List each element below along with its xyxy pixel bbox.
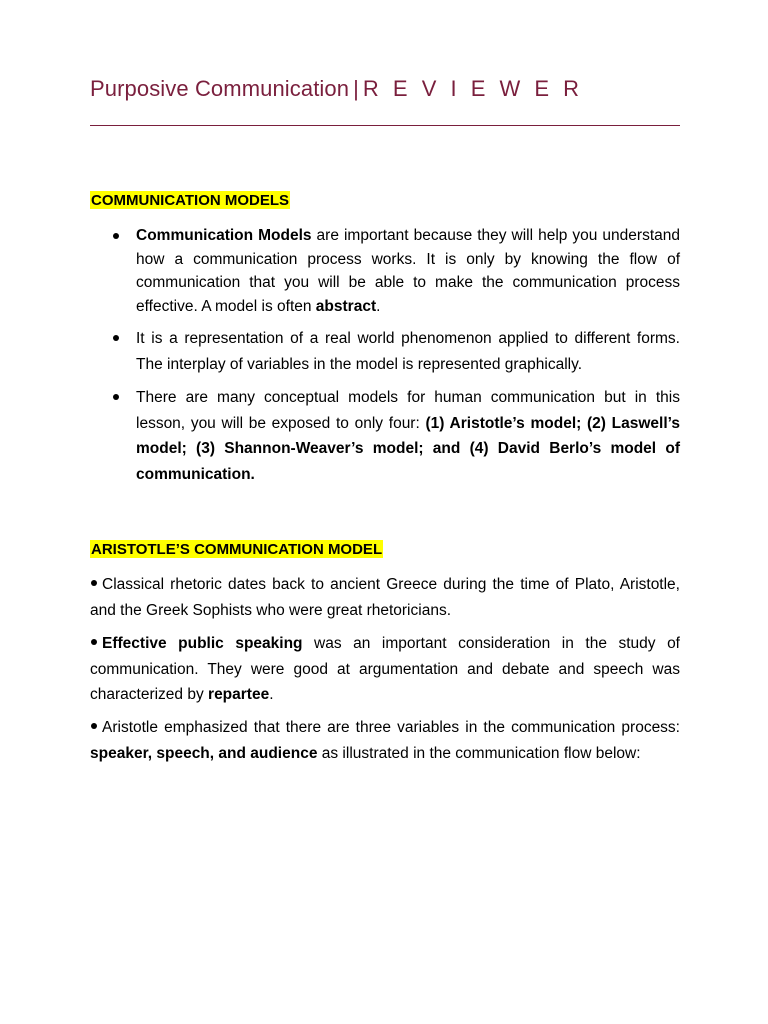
bullet-icon (91, 580, 97, 586)
bold-model-list: (1) Aristotle’s model; (2) Laswell’s model; (3) Shannon-Weaver’s model; and (4) David Berlo’s model of communication. (136, 414, 680, 483)
section-heading-communication-models (90, 192, 290, 210)
paragraph-classical-rhetoric (90, 572, 680, 623)
paragraph-public-speaking (90, 631, 680, 708)
list-item (90, 385, 680, 487)
title-reviewer: R E V I E W E R (362, 76, 584, 101)
bullet-icon (91, 639, 97, 645)
title-divider (90, 125, 680, 126)
list-item (90, 326, 680, 377)
heading-highlight: COMMUNICATION MODELS (91, 192, 290, 209)
list-item (90, 224, 680, 318)
paragraph-three-variables (90, 715, 680, 766)
document-title (90, 76, 583, 102)
body-text: There are many conceptual models for human communication but in this lesson, you will be exposed to only four: (136, 389, 680, 432)
bullet-icon (113, 233, 119, 239)
bold-term: repartee (208, 686, 270, 703)
body-text: . (269, 686, 274, 703)
body-text: as illustrated in the communication flow below: (317, 744, 641, 762)
body-text: Aristotle emphasized that there are three variables in the communication process: (102, 719, 680, 736)
bold-lead-text: Effective public speaking (102, 635, 303, 652)
body-text: was an important consideration in the study of communication. They were good at argumentation and debate and speech was characterized by (90, 635, 680, 703)
bold-variables: speaker, speech, and audience (90, 744, 318, 762)
body-text: Classical rhetoric dates back to ancient Greece during the time of Plato, Aristotle, and the Greek Sophists who were great rhetoricians. (90, 576, 680, 619)
title-separator: | (353, 76, 359, 101)
bullet-icon (113, 335, 119, 341)
section-heading-aristotle-model (90, 541, 383, 559)
body-text: It is a representation of a real world phenomenon applied to different forms. The interplay of variables in the model is represented graphically. (136, 330, 680, 373)
body-text: . (376, 297, 381, 315)
bullet-icon (113, 394, 119, 400)
heading-highlight: ARISTOTLE’S COMMUNICATION MODEL (91, 541, 383, 558)
bold-lead-text: Communication Models (136, 227, 312, 244)
bold-term: abstract (315, 297, 377, 315)
title-main: Purposive Communication (90, 76, 350, 101)
communication-models-list (90, 224, 680, 495)
body-text: are important because they will help you understand how a communication process works. It is only by knowing the flow of communication that you will be able to make the communication process effective. A model is often (136, 227, 680, 315)
bullet-icon (91, 723, 97, 729)
